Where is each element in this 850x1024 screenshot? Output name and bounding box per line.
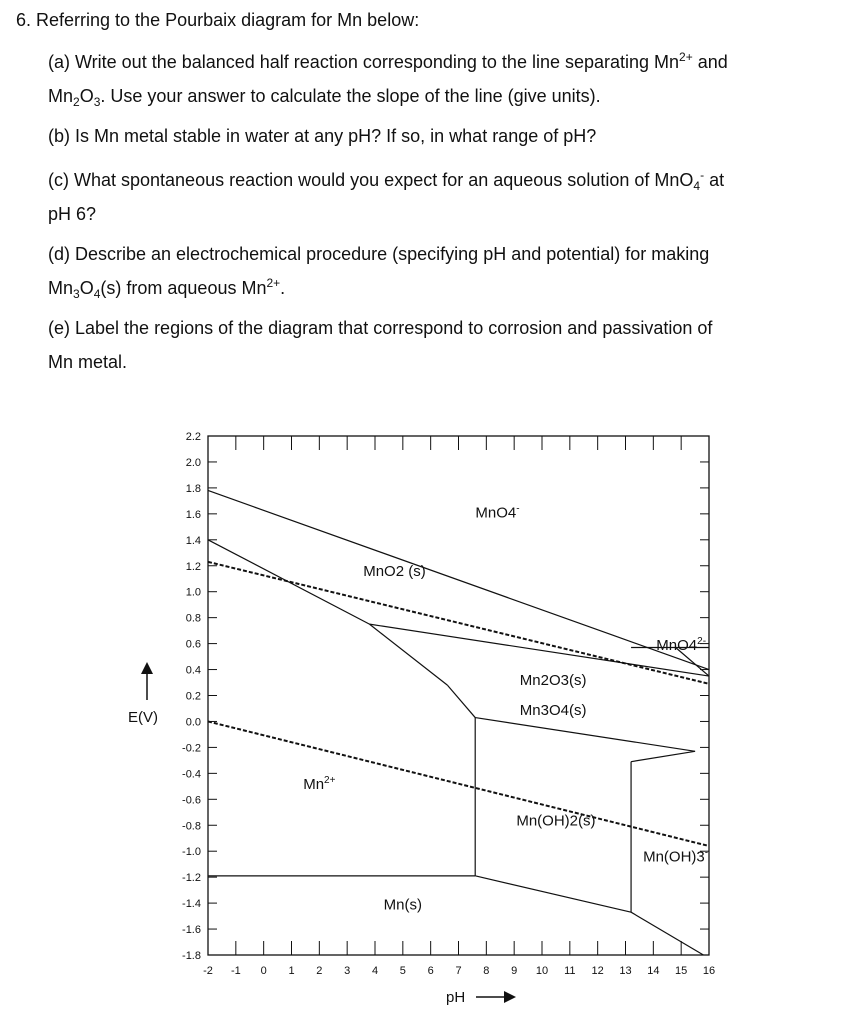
y-tick-label: 1.0 xyxy=(185,586,201,599)
boundary-line xyxy=(631,751,695,761)
question-d-line1: (d) Describe an electrochemical procedure (specifying pH and potential) for making xyxy=(48,244,710,264)
question-e-line2: Mn metal. xyxy=(48,352,128,372)
x-tick-label: 5 xyxy=(399,965,406,977)
y-tick-label: 1.4 xyxy=(185,534,201,547)
x-tick-label: -1 xyxy=(230,965,241,977)
x-tick-label: 9 xyxy=(511,965,518,977)
question-e-line1: (e) Label the regions of the diagram that correspond to corrosion and passivation of xyxy=(48,318,713,338)
axis-ticks xyxy=(208,436,709,955)
question-c-line2: pH 6? xyxy=(48,204,97,224)
x-tick-label: 15 xyxy=(675,965,688,977)
region-label-mn2o3: Mn2O3(s) xyxy=(519,672,587,690)
phase-boundaries xyxy=(208,490,709,955)
x-tick-label: -2 xyxy=(203,965,213,977)
region-label-mn2plus: $Mn^{2+}$ xyxy=(303,774,336,793)
x-tick-label: 12 xyxy=(591,965,604,977)
plot-frame xyxy=(208,436,709,955)
x-axis-arrow-icon xyxy=(504,991,516,1003)
y-tick-label: 2.0 xyxy=(185,456,201,469)
y-axis-label-group xyxy=(128,662,158,726)
question-b: (b) Is Mn metal stable in water at any pH? If so, in what range of pH? xyxy=(48,126,597,146)
x-tick-label: 10 xyxy=(535,965,549,977)
boundary-line xyxy=(475,876,631,912)
boundary-line xyxy=(369,624,447,685)
x-tick-label: 14 xyxy=(647,965,660,977)
y-tick-label: 1.8 xyxy=(185,482,201,495)
x-tick-label: 13 xyxy=(619,965,632,977)
y-tick-label: -1.2 xyxy=(182,872,201,885)
region-label-mnoh2: Mn(OH)2(s) xyxy=(516,812,596,830)
question-a-line1: (a) Write out the balanced half reaction corresponding to the line separating $Mn^{2+}$ and xyxy=(48,50,728,72)
y-tick-label: 0.6 xyxy=(185,638,201,651)
x-tick-label: 4 xyxy=(371,965,379,977)
y-tick-label: 1.6 xyxy=(185,508,201,521)
y-tick-label: 0.2 xyxy=(185,690,201,703)
x-tick-label: 7 xyxy=(455,965,462,977)
x-tick-label: 2 xyxy=(316,965,323,977)
water-line xyxy=(208,721,709,846)
y-tick-label: -0.6 xyxy=(182,794,201,807)
region-label-mns: Mn(s) xyxy=(383,896,422,914)
y-tick-label: -0.4 xyxy=(182,768,201,781)
question-d-line2: $Mn_3O_4(s)$ from aqueous $Mn^{2+}$. xyxy=(48,276,286,301)
x-tick-label: 8 xyxy=(483,965,490,977)
boundary-line xyxy=(447,685,475,717)
y-tick-label: -0.2 xyxy=(182,742,201,755)
y-tick-label: -1.6 xyxy=(182,924,201,937)
region-label-mnoh3: Mn(OH)3- xyxy=(643,847,709,866)
y-tick-label: 0.0 xyxy=(185,716,201,729)
x-tick-label: 6 xyxy=(427,965,434,977)
question-c-line1: (c) What spontaneous reaction would you expect for an aqueous solution of MnO$_4$- at xyxy=(48,168,725,193)
question-title: 6. Referring to the Pourbaix diagram for Mn below: xyxy=(16,10,420,30)
y-tick-label: -1.8 xyxy=(182,950,201,962)
y-tick-label: 2.2 xyxy=(185,431,201,443)
water-stability-lines xyxy=(208,562,709,846)
y-tick-label: -0.8 xyxy=(182,820,201,833)
x-tick-label: 1 xyxy=(288,965,295,977)
y-tick-label: 0.4 xyxy=(185,664,201,677)
region-label-mno4-2: $MnO4^{2-}$ xyxy=(656,636,707,655)
boundary-line xyxy=(208,540,369,624)
region-label-mno4: MnO4- xyxy=(475,503,520,522)
y-tick-label: 0.8 xyxy=(185,612,201,625)
x-tick-label: 11 xyxy=(564,965,576,977)
boundary-line xyxy=(475,718,695,752)
region-label-mn3o4: Mn3O4(s) xyxy=(519,701,587,719)
region-label-mno2: MnO2 (s) xyxy=(363,563,426,581)
question-a-line2: $Mn_2O_3$. Use your answer to calculate the slope of the line (give units). xyxy=(48,86,601,109)
x-tick-labels xyxy=(203,965,715,977)
boundary-line xyxy=(208,490,709,669)
boundary-line xyxy=(631,912,703,955)
x-tick-label: 0 xyxy=(260,965,267,977)
x-axis-label-group xyxy=(446,989,516,1006)
y-tick-label: -1.0 xyxy=(182,846,201,859)
y-tick-labels xyxy=(182,431,201,962)
y-axis-label: E(V) xyxy=(128,709,158,726)
x-tick-label: 3 xyxy=(344,965,351,977)
x-axis-label: pH xyxy=(446,989,466,1006)
x-tick-label: 16 xyxy=(702,965,716,977)
y-tick-label: 1.2 xyxy=(185,560,201,573)
y-axis-arrow-icon xyxy=(141,662,153,674)
y-tick-label: -1.4 xyxy=(182,898,201,911)
